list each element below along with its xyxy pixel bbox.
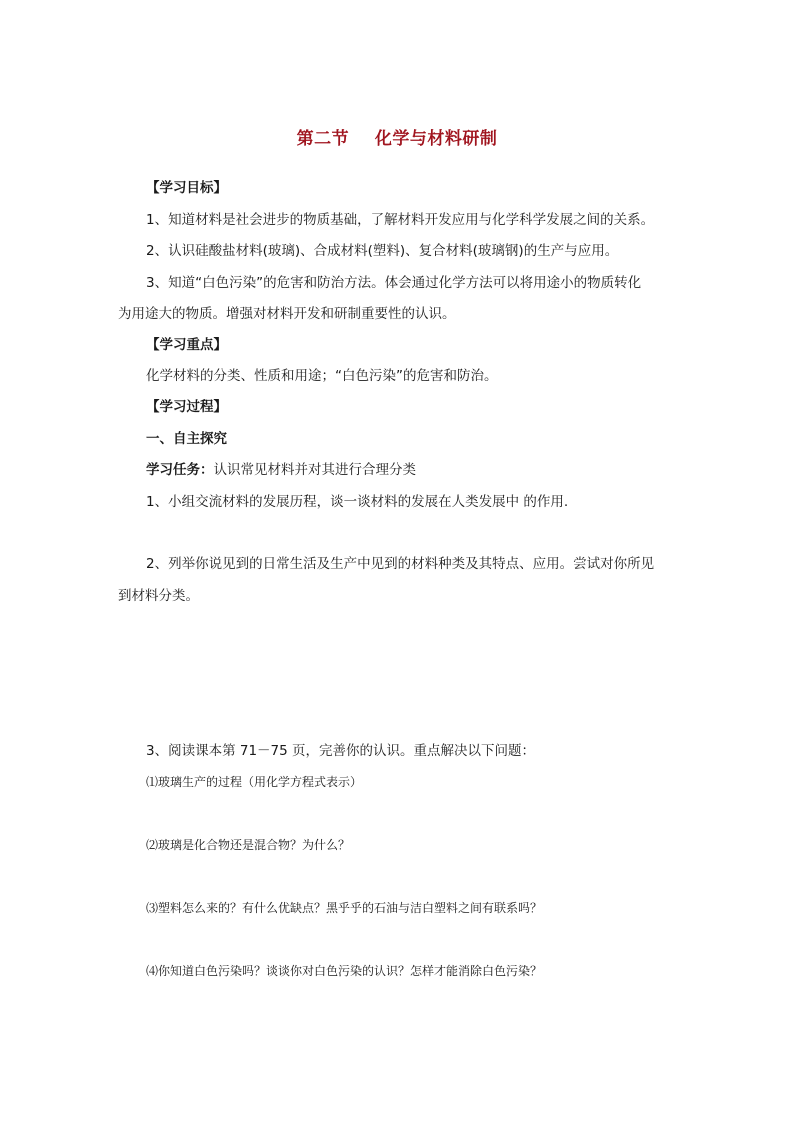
question-4: ⑷你知道白色污染吗？谈谈你对白色污染的认识？怎样才能消除白色污染？ xyxy=(146,964,543,978)
goal-3-line-2: 为用途大的物质。增强对材料开发和研制重要性的认识。 xyxy=(118,306,456,322)
learning-task xyxy=(146,460,416,480)
goal-1: 1、知道材料是社会进步的物质基础，了解材料开发应用与化学科学发展之间的关系。 xyxy=(146,212,655,228)
item-1: 1、小组交流材料的发展历程，谈一谈材料的发展在人类发展中 的作用. xyxy=(146,494,569,510)
goals-header: 【学习目标】 xyxy=(146,180,227,196)
item-2-line-1: 2、列举你说见到的日常生活及生产中见到的材料种类及其特点、应用。尝试对你所见 xyxy=(146,556,655,572)
page-title: 第二节 化学与材料研制 xyxy=(296,129,498,149)
item-2-line-2: 到材料分类。 xyxy=(118,588,199,604)
task-label: 学习任务： xyxy=(146,462,214,478)
goal-3-line-1: 3、知道“白色污染”的危害和防治方法。体会通过化学方法可以将用途小的物质转化 xyxy=(146,275,642,291)
question-2: ⑵玻璃是化合物还是混合物？为什么？ xyxy=(146,838,351,852)
item-3: 3、阅读课本第 71－75 页，完善你的认识。重点解决以下问题： xyxy=(146,743,536,759)
key-header: 【学习重点】 xyxy=(146,337,227,353)
question-3: ⑶塑料怎么来的？有什么优缺点？黑乎乎的石油与洁白塑料之间有联系吗？ xyxy=(146,901,543,915)
question-1: ⑴玻璃生产的过程（用化学方程式表示） xyxy=(146,775,363,789)
goal-2: 2、认识硅酸盐材料(玻璃)、合成材料(塑料)、复合材料(玻璃钢)的生产与应用。 xyxy=(146,243,619,259)
part1-header: 一、自主探究 xyxy=(146,431,227,447)
task-text: 认识常见材料并对其进行合理分类 xyxy=(213,462,416,478)
process-header: 【学习过程】 xyxy=(146,399,227,415)
key-text: 化学材料的分类、性质和用途；“白色污染”的危害和防治。 xyxy=(146,368,498,384)
